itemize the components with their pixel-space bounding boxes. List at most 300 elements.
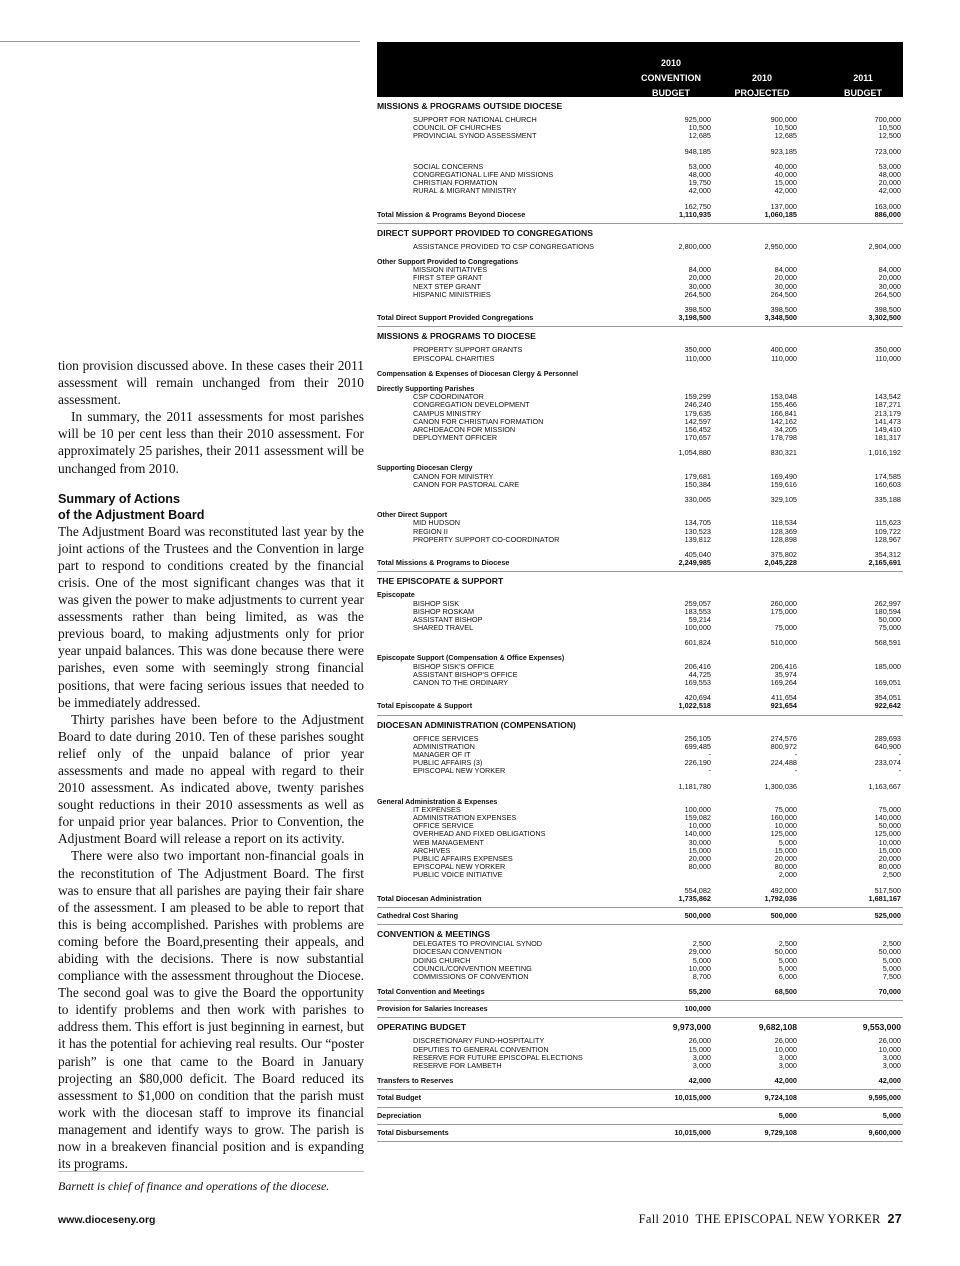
value-2010-convention-budget: 10,000 (688, 963, 711, 973)
budget-section (377, 1090, 903, 1107)
row-label: Total Mission & Programs Beyond Diocese (377, 209, 526, 219)
table-row (377, 1077, 903, 1085)
row-spacer (377, 251, 903, 258)
row-label: Other Support Provided to Congregations (377, 258, 519, 267)
value-2010-convention-budget: 3,000 (692, 1052, 711, 1062)
row-label: CHRISTIAN FORMATION (413, 178, 498, 188)
value-2011-budget: 9,595,000 (868, 1093, 901, 1103)
budget-section (377, 925, 903, 1001)
value-2010-projected: 1,060,185 (764, 209, 797, 219)
budget-section (377, 1001, 903, 1018)
row-label: ASSISTANT BISHOP (413, 614, 483, 624)
footer-folio (639, 1212, 902, 1227)
value-2010-projected: 206,416 (770, 661, 797, 671)
row-spacer (377, 647, 903, 654)
value-2010-projected: 128,369 (770, 526, 797, 536)
table-row (377, 132, 903, 140)
row-label: COUNCIL OF CHURCHES (413, 123, 502, 133)
row-label: CONGREGATIONAL LIFE AND MISSIONS (413, 169, 554, 179)
value-2010-projected: 153,048 (770, 392, 797, 402)
value-2010-convention-budget: 948,185 (684, 146, 711, 156)
value-2010-convention-budget: 259,057 (684, 598, 711, 608)
value-2010-projected: 34,205 (774, 424, 797, 434)
value-2010-projected: 2,000 (778, 870, 797, 880)
row-label: DISCRETIONARY FUND-HOSPITALITY (413, 1036, 545, 1046)
table-row (377, 783, 903, 791)
value-2010-convention-budget: 100,000 (684, 623, 711, 633)
value-2010-convention-budget: 226,190 (684, 758, 711, 768)
value-2010-convention-budget: 42,000 (688, 186, 711, 196)
value-2010-projected: 159,616 (770, 479, 797, 489)
row-spacer (377, 378, 903, 385)
value-2011-budget: 143,542 (874, 392, 901, 402)
row-label: OVERHEAD AND FIXED OBLIGATIONS (413, 829, 546, 839)
author-note: Barnett is chief of finance and operations of the diocese. (58, 1179, 330, 1193)
footer-publication: THE EPISCOPAL NEW YORKER (695, 1212, 881, 1226)
value-2010-projected: 50,000 (774, 947, 797, 957)
row-label: RESERVE FOR LAMBETH (413, 1061, 502, 1070)
row-spacer (377, 504, 903, 511)
value-2010-projected: 10,000 (774, 821, 797, 831)
row-label: Directly Supporting Parishes (377, 384, 475, 393)
row-label: PROPERTY SUPPORT GRANTS (413, 345, 523, 355)
value-2010-projected: - (794, 766, 797, 776)
value-2010-convention-budget: 140,000 (684, 829, 711, 839)
table-row (377, 1094, 903, 1102)
row-label: SOCIAL CONCERNS (413, 161, 484, 171)
row-label: ADMINISTRATION EXPENSES (413, 813, 517, 823)
row-spacer (377, 299, 903, 306)
value-2010-projected: 40,000 (774, 169, 797, 179)
row-label: Total Budget (377, 1093, 422, 1103)
row-spacer (377, 544, 903, 551)
page-number: 27 (887, 1212, 902, 1226)
value-2010-convention-budget: 84,000 (688, 265, 711, 275)
value-2010-projected: 2,950,000 (764, 241, 797, 251)
table-row (377, 331, 903, 342)
value-2011-budget: 2,904,000 (868, 241, 901, 251)
value-2011-budget: 20,000 (878, 178, 901, 188)
value-2011-budget: 141,473 (874, 416, 901, 426)
value-2010-projected: - (794, 749, 797, 759)
row-label: DIOCESAN ADMINISTRATION (COMPENSATION) (377, 719, 576, 730)
row-label: BISHOP ROSKAM (413, 606, 475, 616)
value-2010-convention-budget: 134,705 (684, 518, 711, 528)
row-label: MID HUDSON (413, 518, 461, 528)
table-row (377, 291, 903, 299)
row-label: OPERATING BUDGET (377, 1022, 467, 1033)
value-2011-budget: 3,302,500 (868, 313, 901, 323)
article-paragraph: In summary, the 2011 assessments for most parishes will be 10 per cent less than their 2010 assessment. For approximately 25 parishes, their 2011 assessment will be unchanged from 2010. (58, 409, 364, 476)
row-label: PUBLIC AFFAIRS (3) (413, 758, 483, 768)
value-2011-budget: 20,000 (878, 273, 901, 283)
value-2011-budget: 15,000 (878, 845, 901, 855)
value-2011-budget: 5,000 (882, 1110, 901, 1120)
row-label: PUBLIC AFFAIRS EXPENSES (413, 854, 513, 863)
value-2010-convention-budget: 30,000 (688, 281, 711, 291)
value-2011-budget: 335,188 (874, 495, 901, 504)
value-2011-budget: 115,623 (875, 518, 901, 528)
row-label: SUPPORT FOR NATIONAL CHURCH (413, 115, 537, 124)
value-2011-budget: 1,681,167 (868, 893, 901, 903)
value-2011-budget: 80,000 (878, 862, 901, 872)
value-2010-projected: 20,000 (774, 273, 797, 283)
value-2010-projected: 142,162 (770, 416, 797, 426)
value-2010-convention-budget: 139,812 (684, 534, 711, 544)
value-2011-budget: 53,000 (878, 161, 901, 171)
table-row (377, 1022, 903, 1033)
row-label: Total Convention and Meetings (377, 987, 485, 997)
value-2011-budget: - (898, 766, 901, 776)
value-2010-projected: 5,000 (778, 837, 797, 847)
value-2011-budget: 70,000 (878, 987, 901, 997)
budget-section (377, 1018, 903, 1090)
value-2010-projected: 375,802 (770, 549, 797, 559)
value-2010-projected: 411,654 (771, 693, 797, 703)
row-label: RESERVE FOR FUTURE EPISCOPAL ELECTIONS (413, 1052, 583, 1062)
value-2011-budget: 75,000 (878, 623, 901, 633)
row-label: PUBLIC VOICE INITIATIVE (413, 870, 503, 880)
value-2011-budget: 289,693 (874, 733, 901, 743)
value-2010-convention-budget: 264,500 (684, 289, 711, 299)
article-paragraph: Thirty parishes have been before to the Adjustment Board to date during 2010. Ten of these parishes sought relief only of the unpaid balance of prior year assessments and made no appeal with regard to their 2010 assessment. As indicated above, twenty parishes sought reductions in their 2010 assessments as well as for unpaid prior year balances. Prior to Convention, the Adjustment Board will release a report on its activity. (58, 711, 364, 847)
table-row (377, 1005, 903, 1013)
row-label: EPISCOPAL NEW YORKER (413, 766, 506, 776)
value-2010-projected: 510,000 (770, 638, 797, 648)
value-2010-projected: 1,792,036 (764, 893, 797, 903)
value-2011-budget: 163,000 (874, 201, 901, 211)
value-2010-convention-budget: 1,054,880 (678, 448, 711, 458)
value-2010-projected: 5,000 (778, 963, 797, 973)
value-2011-budget: 233,074 (874, 758, 901, 768)
table-row (377, 187, 903, 195)
value-2010-projected: 3,000 (778, 1061, 797, 1070)
row-label: Total Direct Support Provided Congregations (377, 313, 534, 323)
value-2010-projected: 155,466 (770, 400, 797, 410)
row-label: ARCHIVES (413, 845, 451, 855)
budget-section (377, 1125, 903, 1142)
value-2010-projected: 5,000 (778, 1110, 797, 1120)
value-2010-convention-budget: 183,553 (684, 606, 711, 616)
value-2010-convention-budget: 405,040 (684, 549, 711, 559)
value-2010-convention-budget: 5,000 (692, 955, 711, 965)
table-row (377, 1062, 903, 1070)
value-2010-convention-budget: 150,384 (684, 479, 711, 489)
value-2010-projected: 492,000 (770, 885, 797, 895)
row-label: Total Episcopate & Support (377, 701, 473, 711)
value-2010-convention-budget: 699,485 (684, 741, 711, 751)
value-2010-convention-budget: 256,105 (684, 733, 711, 743)
row-label: Compensation & Expenses of Diocesan Clergy & Personnel (377, 369, 579, 378)
value-2010-projected: 830,321 (770, 448, 797, 458)
table-row (377, 211, 903, 219)
value-2011-budget: 3,000 (882, 1052, 901, 1062)
row-label: BISHOP SISK'S OFFICE (413, 661, 495, 671)
table-row (377, 702, 903, 710)
value-2010-projected: 26,000 (774, 1036, 797, 1046)
value-2010-projected: 3,000 (778, 1052, 797, 1062)
value-2010-convention-budget: 20,000 (688, 273, 711, 283)
value-2010-projected: 400,000 (770, 345, 797, 355)
row-spacer (377, 791, 903, 798)
table-row (377, 639, 903, 647)
value-2011-budget: 640,900 (874, 741, 901, 751)
value-2010-convention-budget: 159,299 (684, 392, 711, 402)
table-row (377, 839, 903, 847)
value-2011-budget: 10,000 (878, 1044, 901, 1054)
value-2010-projected: 10,000 (774, 1044, 797, 1054)
row-label: Episcopate (377, 591, 415, 600)
row-spacer (377, 457, 903, 464)
value-2011-budget: 174,585 (874, 471, 901, 481)
row-spacer (377, 632, 903, 639)
row-label: COUNCIL/CONVENTION MEETING (413, 963, 532, 973)
value-2010-convention-budget: 3,000 (692, 1061, 711, 1070)
row-label: THE EPISCOPATE & SUPPORT (377, 576, 504, 587)
value-2010-convention-budget: 53,000 (688, 161, 711, 171)
value-2011-budget: 9,600,000 (868, 1127, 901, 1137)
value-2010-convention-budget: 29,000 (688, 947, 711, 957)
row-label: MANAGER OF IT (413, 749, 471, 759)
budget-table (377, 42, 903, 1199)
table-row (377, 519, 903, 527)
row-label: COMMISSIONS OF CONVENTION (413, 971, 529, 981)
value-2010-projected: 75,000 (774, 804, 797, 814)
value-2010-convention-budget: 100,000 (684, 1004, 711, 1014)
value-2011-budget: 5,000 (882, 963, 901, 973)
value-2011-budget: 1,016,192 (868, 448, 901, 458)
value-2011-budget: 75,000 (878, 804, 901, 814)
footer-issue: Fall 2010 (638, 1212, 689, 1226)
row-label: BISHOP SISK (413, 598, 460, 608)
value-2011-budget: 350,000 (874, 345, 901, 355)
value-2011-budget: 180,594 (874, 606, 901, 616)
value-2010-projected: 42,000 (774, 186, 797, 196)
value-2011-budget: 525,000 (874, 910, 901, 920)
column-header-2011-budget: 2011 BUDGET (844, 73, 882, 98)
footer-url: www.dioceseny.org (58, 1214, 156, 1226)
row-label: EPISCOPAL CHARITIES (413, 353, 495, 363)
value-2011-budget: 125,000 (874, 829, 901, 839)
value-2010-convention-budget: 1,022,518 (678, 701, 711, 711)
table-row (377, 973, 903, 981)
row-label: CSP COORDINATOR (413, 392, 484, 402)
value-2010-convention-budget: 142,597 (684, 416, 711, 426)
value-2011-budget: 354,051 (874, 693, 901, 703)
value-2010-projected: 923,185 (770, 146, 797, 156)
value-2011-budget: 42,000 (878, 186, 901, 196)
value-2010-convention-budget: 1,181,780 (678, 781, 711, 791)
value-2010-convention-budget: 420,694 (684, 693, 711, 703)
row-label: HISPANIC MINISTRIES (413, 289, 491, 299)
table-row (377, 912, 903, 920)
budget-section (377, 97, 903, 224)
row-label: CONVENTION & MEETINGS (377, 929, 491, 940)
value-2010-projected: 274,576 (770, 733, 797, 743)
row-label: OFFICE SERVICE (413, 821, 474, 831)
value-2011-budget: 20,000 (878, 854, 901, 863)
value-2010-projected: 166,841 (770, 408, 797, 418)
value-2011-budget: 2,500 (882, 939, 901, 949)
row-label: Other Direct Support (377, 511, 448, 520)
value-2011-budget: 922,642 (874, 701, 901, 711)
value-2011-budget: 50,000 (878, 821, 901, 831)
row-spacer (377, 489, 903, 496)
row-label: CANON FOR CHRISTIAN FORMATION (413, 416, 544, 426)
row-label: NEXT STEP GRANT (413, 281, 481, 291)
value-2010-projected: 160,000 (770, 813, 797, 823)
row-label: Total Diocesan Administration (377, 893, 482, 903)
value-2010-convention-budget: 10,015,000 (674, 1093, 711, 1103)
value-2010-projected: 40,000 (774, 161, 797, 171)
value-2011-budget: 398,500 (874, 305, 901, 314)
row-label: Cathedral Cost Sharing (377, 910, 459, 920)
value-2011-budget: 84,000 (878, 265, 901, 275)
row-label: Episcopate Support (Compensation & Office Expenses) (377, 654, 565, 663)
table-row (377, 314, 903, 322)
table-row (377, 355, 903, 363)
table-row (377, 496, 903, 504)
value-2010-projected: 80,000 (774, 862, 797, 872)
value-2010-projected: 110,000 (771, 353, 797, 363)
value-2010-convention-budget: 601,824 (684, 638, 711, 648)
value-2010-projected: 260,000 (770, 598, 797, 608)
value-2011-budget: 2,165,691 (868, 558, 901, 568)
budget-section (377, 1108, 903, 1125)
value-2010-convention-budget: 246,240 (684, 400, 711, 410)
value-2010-convention-budget: 2,800,000 (678, 241, 711, 251)
value-2011-budget: 50,000 (878, 947, 901, 957)
signature-rule (58, 1171, 364, 1172)
value-2010-projected: 5,000 (778, 955, 797, 965)
value-2010-projected: 2,045,228 (764, 558, 797, 568)
value-2010-convention-budget: 170,657 (684, 433, 711, 443)
value-2010-convention-budget: 20,000 (688, 854, 711, 863)
row-label: ARCHDEACON FOR MISSION (413, 424, 516, 434)
row-label: MISSIONS & PROGRAMS OUTSIDE DIOCESE (377, 101, 563, 111)
value-2011-budget: 30,000 (878, 281, 901, 291)
row-label: FIRST STEP GRANT (413, 273, 483, 283)
value-2011-budget: 149,410 (874, 424, 901, 434)
row-spacer (377, 442, 903, 449)
value-2010-projected: 169,264 (770, 678, 797, 687)
table-row (377, 1129, 903, 1137)
row-spacer (377, 141, 903, 148)
value-2010-convention-budget: 10,015,000 (674, 1127, 711, 1137)
row-label: WEB MANAGEMENT (413, 837, 484, 847)
value-2010-convention-budget: 2,249,985 (678, 558, 711, 568)
row-spacer (377, 776, 903, 783)
value-2010-projected: 125,000 (770, 829, 797, 839)
row-label: PROPERTY SUPPORT CO-COORDINATOR (413, 534, 560, 544)
value-2010-projected: 42,000 (774, 1076, 797, 1086)
value-2010-projected: 9,724,108 (764, 1093, 797, 1103)
value-2010-projected: 3,348,500 (764, 313, 797, 323)
table-row (377, 720, 903, 731)
value-2010-projected: 15,000 (774, 845, 797, 855)
value-2010-projected: 921,654 (770, 701, 797, 711)
value-2010-projected: 9,729,108 (764, 1127, 797, 1137)
row-label: DIRECT SUPPORT PROVIDED TO CONGREGATIONS (377, 227, 593, 238)
value-2011-budget: 42,000 (878, 1076, 901, 1086)
row-label: PROVINCIAL SYNOD ASSESSMENT (413, 131, 537, 141)
value-2010-convention-budget: 12,685 (688, 131, 711, 141)
value-2010-convention-budget: 330,065 (684, 495, 711, 504)
value-2010-convention-budget: 206,416 (684, 661, 711, 671)
value-2010-convention-budget: 55,200 (688, 987, 711, 997)
row-label: CANON TO THE ORDINARY (413, 678, 509, 687)
row-label: DEPLOYMENT OFFICER (413, 433, 498, 443)
row-label: Total Missions & Programs to Diocese (377, 558, 510, 568)
row-label: CONGREGATION DEVELOPMENT (413, 400, 530, 410)
value-2011-budget: 9,553,000 (862, 1022, 901, 1033)
budget-section (377, 572, 903, 715)
value-2010-convention-budget: 44,725 (688, 669, 711, 679)
budget-table-header (377, 42, 903, 97)
value-2010-projected: 329,105 (770, 495, 797, 504)
value-2011-budget: 517,500 (874, 885, 901, 895)
value-2010-convention-budget: 1,110,935 (678, 209, 711, 219)
value-2011-budget: 169,051 (874, 678, 901, 687)
article-paragraph: The Adjustment Board was reconstituted last year by the joint actions of the Trustees and the Convention in large part to respond to conditions created by the financial crisis. One of the most significant changes was that it was given the power to make adjustments to current year assessments rather than being limited, as was the previous board, to making adjustments only for prior year unpaid balances. This was done because there were parishes, even some with seemingly strong financial positions, that were facing serious issues that needed to be immediately addressed. (58, 523, 364, 710)
row-label: CANON FOR MINISTRY (413, 471, 494, 481)
value-2011-budget: 160,603 (874, 479, 901, 489)
value-2010-convention-budget: 162,750 (684, 201, 711, 211)
value-2011-budget: 213,179 (874, 408, 901, 418)
value-2010-convention-budget: 130,523 (684, 526, 711, 536)
value-2010-convention-budget: 59,214 (688, 614, 711, 624)
article-paragraph: tion provision discussed above. In these cases their 2011 assessment will remain unchanged from their 2010 assessment. (58, 358, 364, 408)
value-2011-budget: 886,000 (874, 209, 901, 219)
row-label: REGION II (413, 526, 448, 536)
value-2010-convention-budget: 15,000 (688, 845, 711, 855)
value-2010-convention-budget: 8,700 (692, 971, 711, 981)
row-label: Total Disbursements (377, 1127, 449, 1137)
value-2011-budget: 1,163,667 (868, 781, 901, 791)
budget-section (377, 908, 903, 925)
row-label: EPISCOPAL NEW YORKER (413, 862, 506, 872)
value-2010-convention-budget: 925,000 (684, 115, 711, 124)
value-2010-projected: 6,000 (778, 971, 797, 981)
value-2010-projected: 20,000 (774, 854, 797, 863)
value-2010-convention-budget: 350,000 (684, 345, 711, 355)
value-2010-projected: 2,500 (778, 939, 797, 949)
row-label: MISSION INITIATIVES (413, 265, 488, 275)
value-2010-projected: 178,798 (770, 433, 797, 443)
value-2010-convention-budget: 26,000 (688, 1036, 711, 1046)
value-2010-projected: 75,000 (774, 623, 797, 633)
row-label: DIOCESAN CONVENTION (413, 947, 502, 957)
value-2010-projected: 35,974 (774, 669, 797, 679)
column-header-2010-projected: 2010 PROJECTED (734, 73, 790, 98)
value-2010-projected: 84,000 (774, 265, 797, 275)
value-2011-budget: 187,271 (874, 400, 901, 410)
table-row (377, 624, 903, 632)
value-2010-projected: 800,972 (770, 741, 797, 751)
value-2010-convention-budget: 30,000 (688, 837, 711, 847)
value-2010-projected: 500,000 (770, 910, 797, 920)
row-label: RURAL & MIGRANT MINISTRY (413, 186, 517, 196)
row-label: Depreciation (377, 1110, 422, 1120)
value-2010-convention-budget: 9,973,000 (672, 1022, 711, 1033)
row-label: IT EXPENSES (413, 804, 461, 814)
value-2010-convention-budget: 179,681 (684, 471, 711, 481)
value-2010-projected: 137,000 (770, 201, 797, 211)
row-label: CAMPUS MINISTRY (413, 408, 481, 418)
table-row (377, 559, 903, 567)
budget-section (377, 224, 903, 328)
value-2011-budget: 5,000 (882, 955, 901, 965)
